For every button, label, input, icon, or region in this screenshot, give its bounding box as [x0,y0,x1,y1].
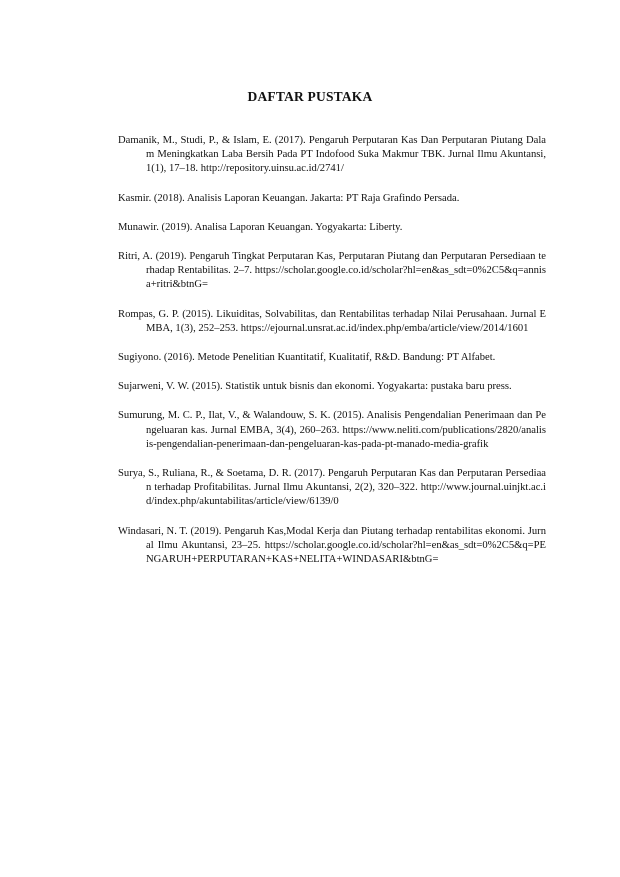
reference-item: Rompas, G. P. (2015). Likuiditas, Solvabilitas, dan Rentabilitas terhadap Nilai Perusahaan. Jurnal EMBA, 1(3), 252–253. https://ejournal.unsrat.ac.id/index.php/emba/article/view/2014/1601 [118,308,546,334]
reference-list [118,134,546,567]
reference-item: Sumurung, M. C. P., Ilat, V., & Walandouw, S. K. (2015). Analisis Pengendalian Penerimaan dan Pengeluaran kas. Jurnal EMBA, 3(4), 260–263. https://www.neliti.com/publications/2820/analisis-pengendalian-penerimaan-dan-pengeluaran-kas-pada-pt-manado-media-grafik [118,410,546,450]
reference-item: Surya, S., Ruliana, R., & Soetama, D. R. (2017). Pengaruh Perputaran Kas dan Perputaran Persediaan terhadap Profitabilitas. Jurnal Ilmu Akuntansi, 2(2), 320–322. http://www.journal.uinjkt.ac.id/index.php/akuntabilitas/article/view/6139/0 [118,468,546,508]
reference-item: Sujarweni, V. W. (2015). Statistik untuk bisnis dan ekonomi. Yogyakarta: pustaka baru press. [118,381,512,393]
reference-item: Kasmir. (2018). Analisis Laporan Keuangan. Jakarta: PT Raja Grafindo Persada. [118,192,460,204]
page-title: DAFTAR PUSTAKA [247,89,373,104]
reference-item: Windasari, N. T. (2019). Pengaruh Kas,Modal Kerja dan Piutang terhadap rentabilitas ekonomi. Jurnal Ilmu Akuntansi, 23–25. https://scholar.google.co.id/scholar?hl=en&as_sdt=0%2C5&q=PENGARUH+PERPUTARAN+KAS+NELITA+WINDASARI&btnG= [118,525,546,566]
reference-item: Ritri, A. (2019). Pengaruh Tingkat Perputaran Kas, Perputaran Piutang dan Perputaran Persediaan terhadap Rentabilitas. 2–7. https://scholar.google.co.id/scholar?hl=en&as_sdt=0%2C5&q=annisa+ritri&btnG= [118,251,546,291]
reference-item: Munawir. (2019). Analisa Laporan Keuangan. Yogyakarta: Liberty. [118,221,403,233]
reference-item: Damanik, M., Studi, P., & Islam, E. (2017). Pengaruh Perputaran Kas Dan Perputaran Piutang Dalam Meningkatkan Laba Bersih Pada PT Indofood Suka Makmur TBK. Jurnal Ilmu Akuntansi, 1(1), 17–18. http://repository.uinsu.ac.id/2741/ [118,135,546,175]
reference-item: Sugiyono. (2016). Metode Penelitian Kuantitatif, Kualitatif, R&D. Bandung: PT Alfabet. [118,352,496,364]
